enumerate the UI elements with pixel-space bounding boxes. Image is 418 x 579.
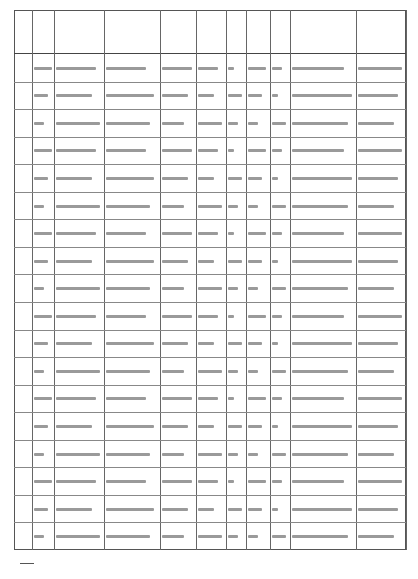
- table-cell: [198, 342, 214, 345]
- table-cell: [272, 453, 286, 456]
- table-cell: [248, 287, 258, 290]
- table-cell: [358, 122, 394, 125]
- table-cell: [248, 342, 262, 345]
- table-cell: [56, 425, 92, 428]
- table-cell: [248, 370, 258, 373]
- table-cell: [56, 177, 92, 180]
- table-cell: [34, 425, 48, 428]
- table-cell: [292, 315, 344, 318]
- table-cell: [198, 122, 222, 125]
- table-cell: [292, 453, 348, 456]
- table-cell: [248, 122, 258, 125]
- row-divider: [14, 82, 406, 83]
- column-divider: [356, 10, 357, 550]
- table-cell: [56, 453, 100, 456]
- table-cell: [272, 287, 286, 290]
- table-cell: [358, 232, 402, 235]
- table-cell: [162, 342, 188, 345]
- table-cell: [106, 370, 150, 373]
- table-cell: [34, 315, 52, 318]
- table-cell: [272, 370, 286, 373]
- table-cell: [56, 67, 96, 70]
- row-divider: [14, 219, 406, 220]
- table-cell: [248, 453, 258, 456]
- table-cell: [228, 287, 238, 290]
- table-cell: [358, 94, 398, 97]
- table-cell: [198, 67, 218, 70]
- table-cell: [56, 94, 92, 97]
- table-cell: [292, 397, 344, 400]
- table-cell: [228, 67, 234, 70]
- table-cell: [56, 122, 100, 125]
- table-cell: [272, 397, 282, 400]
- table-cell: [272, 94, 278, 97]
- table-cell: [198, 397, 218, 400]
- table-cell: [106, 508, 154, 511]
- row-divider: [14, 247, 406, 248]
- table-cell: [106, 205, 150, 208]
- row-divider: [14, 109, 406, 110]
- table-cell: [272, 425, 278, 428]
- table-cell: [358, 397, 402, 400]
- table-cell: [358, 287, 394, 290]
- table-cell: [228, 260, 242, 263]
- table-cell: [228, 122, 238, 125]
- table-cell: [106, 425, 154, 428]
- table-cell: [358, 425, 398, 428]
- table-cell: [292, 480, 344, 483]
- table-cell: [248, 535, 258, 538]
- table-cell: [228, 370, 238, 373]
- row-divider: [14, 137, 406, 138]
- table-cell: [34, 205, 44, 208]
- table-cell: [248, 177, 262, 180]
- column-divider: [246, 10, 247, 550]
- table-cell: [292, 508, 352, 511]
- table-cell: [34, 177, 48, 180]
- row-divider: [14, 467, 406, 468]
- table-cell: [162, 397, 192, 400]
- table-cell: [358, 453, 394, 456]
- column-divider: [104, 10, 105, 550]
- table-cell: [228, 453, 238, 456]
- table-cell: [248, 149, 266, 152]
- table-cell: [248, 508, 262, 511]
- table-cell: [162, 425, 188, 428]
- table-cell: [248, 232, 266, 235]
- table-cell: [198, 480, 218, 483]
- row-divider: [14, 274, 406, 275]
- table-cell: [292, 535, 348, 538]
- table-cell: [292, 425, 352, 428]
- table-cell: [162, 453, 184, 456]
- table-cell: [228, 177, 242, 180]
- row-divider: [14, 164, 406, 165]
- table-cell: [358, 480, 402, 483]
- table-cell: [56, 149, 96, 152]
- table-cell: [272, 508, 278, 511]
- table-cell: [162, 370, 184, 373]
- row-divider: [14, 330, 406, 331]
- table-cell: [162, 122, 184, 125]
- table-cell: [34, 480, 52, 483]
- table-cell: [292, 205, 348, 208]
- table-cell: [56, 508, 92, 511]
- row-divider: [14, 192, 406, 193]
- table-cell: [198, 177, 214, 180]
- table-cell: [198, 260, 214, 263]
- table-cell: [198, 453, 222, 456]
- table-cell: [292, 342, 352, 345]
- page-label: [38, 556, 98, 570]
- table-cell: [162, 260, 188, 263]
- table-cell: [106, 453, 150, 456]
- table-cell: [228, 508, 242, 511]
- table-cell: [248, 480, 266, 483]
- table-cell: [198, 425, 214, 428]
- table-cell: [106, 94, 154, 97]
- table-cell: [56, 232, 96, 235]
- column-divider: [406, 10, 407, 550]
- table-cell: [106, 67, 146, 70]
- table-cell: [358, 342, 398, 345]
- table-cell: [228, 94, 242, 97]
- table-cell: [56, 480, 96, 483]
- table-cell: [248, 260, 262, 263]
- table-cell: [228, 425, 242, 428]
- table-cell: [106, 342, 154, 345]
- table-cell: [272, 480, 282, 483]
- row-divider: [14, 385, 406, 386]
- table-frame: [14, 10, 406, 550]
- table-cell: [198, 149, 218, 152]
- table-cell: [248, 94, 262, 97]
- table-cell: [292, 260, 352, 263]
- table-cell: [358, 177, 398, 180]
- column-divider: [160, 10, 161, 550]
- table-cell: [106, 397, 146, 400]
- table-cell: [106, 535, 150, 538]
- column-divider: [196, 10, 197, 550]
- row-divider: [14, 412, 406, 413]
- table-cell: [272, 122, 286, 125]
- column-divider: [226, 10, 227, 550]
- table-cell: [228, 480, 234, 483]
- row-divider: [14, 357, 406, 358]
- table-cell: [34, 397, 52, 400]
- table-cell: [198, 508, 214, 511]
- table-cell: [56, 205, 100, 208]
- table-cell: [162, 315, 192, 318]
- table-cell: [292, 177, 352, 180]
- table-cell: [34, 370, 44, 373]
- column-divider: [32, 10, 33, 550]
- table-cell: [228, 397, 234, 400]
- table-cell: [162, 67, 192, 70]
- table-cell: [272, 535, 286, 538]
- table-cell: [198, 205, 222, 208]
- table-cell: [56, 287, 100, 290]
- table-cell: [34, 535, 44, 538]
- table-cell: [358, 149, 402, 152]
- table-cell: [34, 122, 44, 125]
- table-cell: [248, 67, 266, 70]
- column-divider: [270, 10, 271, 550]
- table-cell: [198, 315, 218, 318]
- table-cell: [292, 122, 348, 125]
- column-divider: [290, 10, 291, 550]
- table-cell: [228, 342, 242, 345]
- table-cell: [358, 315, 402, 318]
- table-cell: [34, 94, 48, 97]
- table-cell: [34, 342, 48, 345]
- table-cell: [272, 342, 278, 345]
- table-cell: [162, 94, 188, 97]
- table-cell: [162, 287, 184, 290]
- table-cell: [358, 370, 394, 373]
- table-cell: [106, 260, 154, 263]
- table-cell: [272, 149, 282, 152]
- table-cell: [34, 287, 44, 290]
- table-cell: [272, 260, 278, 263]
- table-cell: [162, 535, 184, 538]
- table-cell: [358, 205, 394, 208]
- table-cell: [272, 67, 282, 70]
- table-cell: [292, 67, 344, 70]
- table-cell: [162, 508, 188, 511]
- table-cell: [198, 232, 218, 235]
- table-cell: [248, 425, 262, 428]
- table-cell: [228, 205, 238, 208]
- table-cell: [292, 287, 348, 290]
- table-cell: [162, 177, 188, 180]
- row-divider: [14, 302, 406, 303]
- table-cell: [106, 287, 150, 290]
- table-cell: [248, 205, 258, 208]
- column-divider: [54, 10, 55, 550]
- table-cell: [248, 397, 266, 400]
- row-divider: [14, 440, 406, 441]
- table-cell: [272, 177, 278, 180]
- table-cell: [358, 535, 394, 538]
- table-cell: [162, 232, 192, 235]
- table-cell: [56, 535, 100, 538]
- table-cell: [34, 67, 52, 70]
- table-cell: [106, 480, 146, 483]
- table-cell: [34, 232, 52, 235]
- table-cell: [198, 535, 222, 538]
- table-cell: [34, 260, 48, 263]
- row-divider: [14, 495, 406, 496]
- table-cell: [228, 149, 234, 152]
- table-cell: [272, 315, 282, 318]
- table-cell: [106, 122, 150, 125]
- table-cell: [106, 177, 154, 180]
- table-cell: [292, 149, 344, 152]
- table-cell: [198, 287, 222, 290]
- row-divider: [14, 522, 406, 523]
- table-cell: [292, 370, 348, 373]
- table-cell: [228, 535, 238, 538]
- table-cell: [56, 260, 92, 263]
- table-cell: [358, 260, 398, 263]
- table-cell: [162, 205, 184, 208]
- table-cell: [292, 94, 352, 97]
- table-cell: [228, 232, 234, 235]
- table-cell: [292, 232, 344, 235]
- table-cell: [56, 397, 96, 400]
- table-cell: [358, 508, 398, 511]
- table-cell: [198, 94, 214, 97]
- table-cell: [34, 453, 44, 456]
- table-cell: [272, 232, 282, 235]
- table-cell: [358, 67, 402, 70]
- table-cell: [56, 342, 92, 345]
- table-cell: [162, 480, 192, 483]
- table-cell: [106, 232, 146, 235]
- table-cell: [198, 370, 222, 373]
- table-cell: [34, 149, 52, 152]
- table-cell: [56, 370, 100, 373]
- table-cell: [106, 315, 146, 318]
- table-cell: [248, 315, 266, 318]
- footer-rule: [20, 563, 34, 564]
- table-cell: [106, 149, 146, 152]
- table-cell: [34, 508, 48, 511]
- table-cell: [56, 315, 96, 318]
- table-cell: [162, 149, 192, 152]
- table-cell: [228, 315, 234, 318]
- table-cell: [272, 205, 286, 208]
- table-header: [14, 10, 406, 54]
